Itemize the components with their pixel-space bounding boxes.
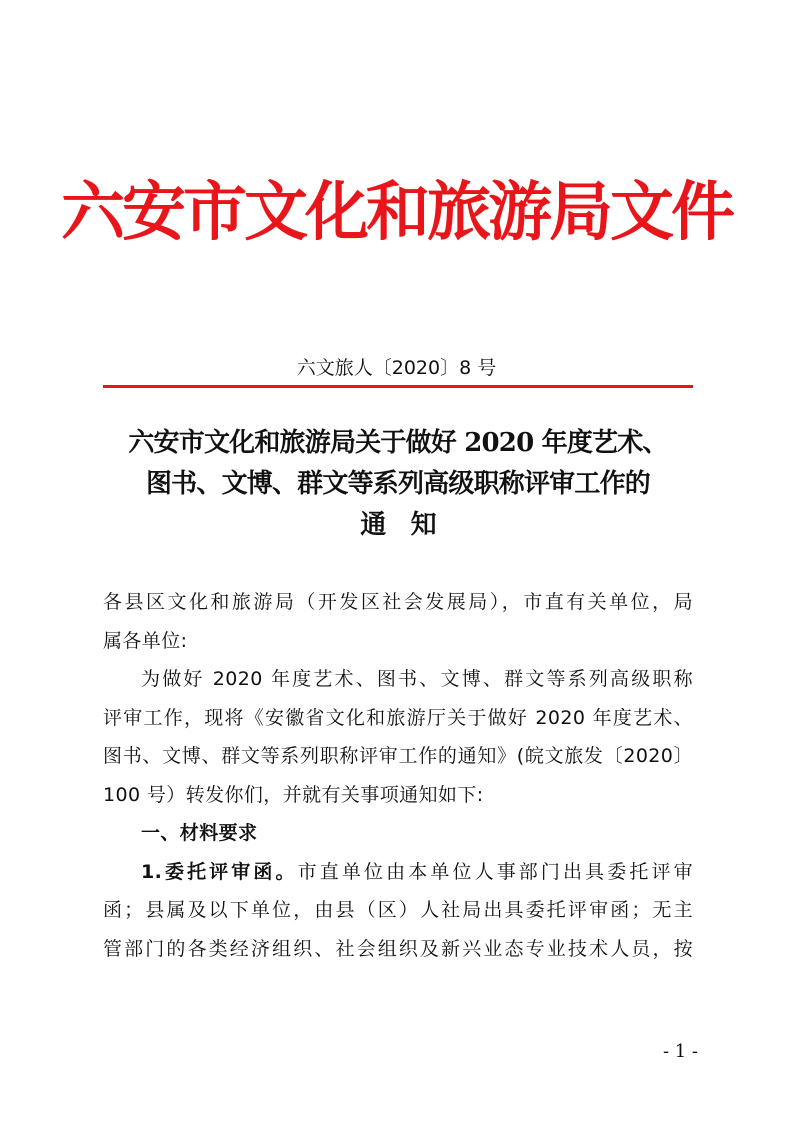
intro-line-2: 评审工作，现将《安徽省文化和旅游厅关于做好 2020 年度艺术、 (103, 706, 693, 729)
document-number: 六文旅人〔2020〕8 号 (296, 357, 497, 379)
title-line-3: 通 知 (360, 510, 436, 540)
item-1-line-2: 函；县属及以下单位，由县（区）人社局出具委托评审函；无主 (103, 899, 693, 921)
intro-line-4: 100 号）转发你们，并就有关事项通知如下: (103, 783, 484, 806)
item-1-line-1-text: 市直单位由本单位人事部门出具委托评审 (297, 860, 694, 883)
notice-body (103, 583, 693, 968)
red-divider-line (103, 385, 693, 388)
addressee-line-1: 各县区文化和旅游局（开发区社会发展局），市直有关单位，局 (103, 591, 693, 613)
item-1-line-3: 管部门的各类经济组织、社会组织及新兴业态专业技术人员，按 (103, 937, 693, 960)
addressee-line-2: 属各单位: (103, 629, 188, 652)
section-heading-materials: 一、材料要求 (141, 822, 258, 844)
title-line-2: 图书、文博、群文等系列高级职称评审工作的 (145, 469, 650, 499)
intro-line-1: 为做好 2020 年度艺术、图书、文博、群文等系列高级职称 (141, 668, 693, 690)
page-number: - 1 - (662, 1041, 698, 1062)
intro-line-3: 图书、文博、群文等系列职称评审工作的通知》(皖文旅发〔2020〕 (103, 745, 693, 767)
title-line-1: 六安市文化和旅游局关于做好 2020 年度艺术、 (128, 428, 668, 458)
issuer-masthead: 六安市文化和旅游局文件 (61, 175, 732, 250)
item-1-label: 1.委托评审函。 (141, 860, 298, 883)
notice-title (98, 423, 698, 546)
item-1-line-1 (103, 853, 693, 892)
